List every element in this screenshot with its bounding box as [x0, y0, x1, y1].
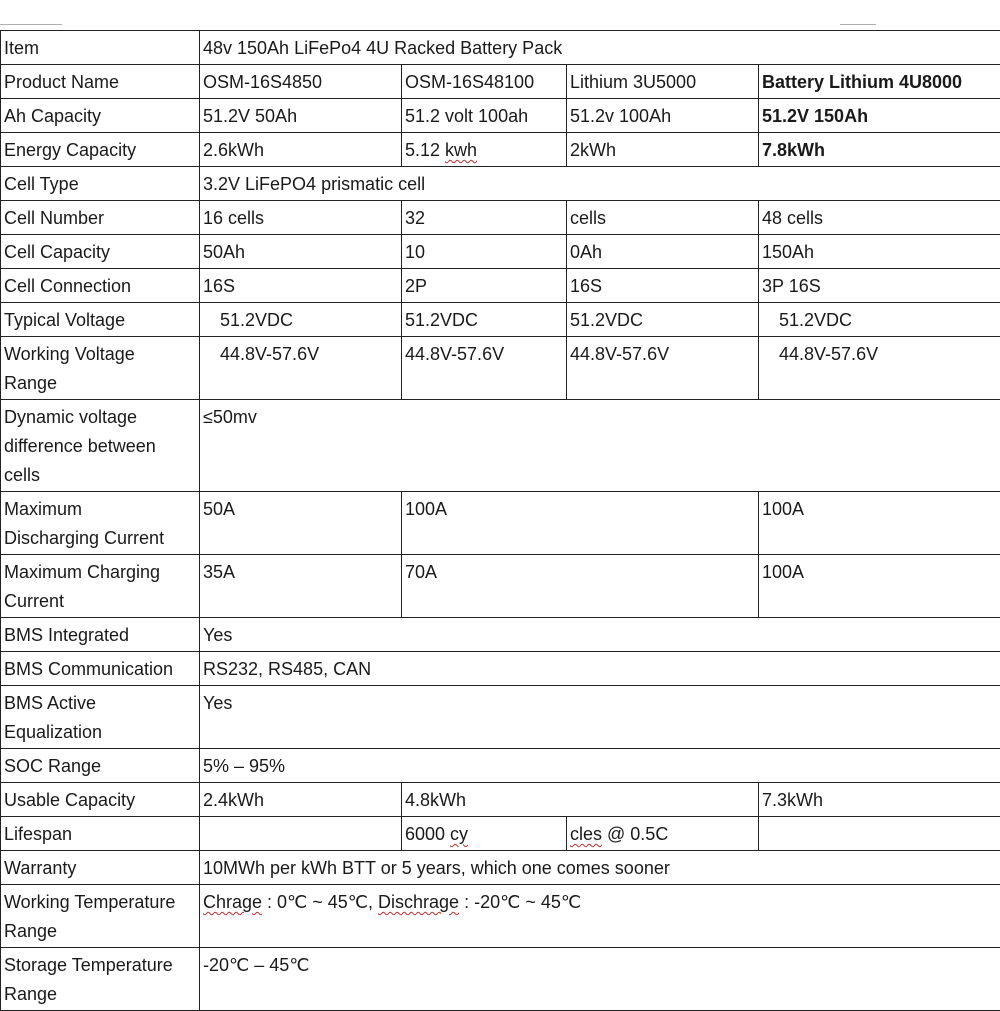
max-discharging-c1: 50A	[200, 492, 402, 555]
storage-temp-value: -20℃ – 45℃	[200, 948, 1000, 1011]
energy-capacity-c4: 7.8kWh	[759, 133, 1000, 167]
cell-capacity-c2: 10	[402, 235, 567, 269]
cell-number-c2: 32	[402, 201, 567, 235]
row-soc-range	[1, 749, 1000, 783]
battery-spec-table	[0, 30, 1000, 1011]
cell-type-label: Cell Type	[1, 167, 200, 201]
dynamic-voltage-value: ≤50mv	[200, 400, 1000, 492]
lifespan-c3-fragment: cles	[570, 824, 602, 844]
max-discharging-label-line1: Maximum	[4, 495, 197, 524]
warranty-value: 10MWh per kWh BTT or 5 years, which one comes sooner	[200, 851, 1000, 885]
warranty-label: Warranty	[1, 851, 200, 885]
working-voltage-c1: 44.8V-57.6V	[200, 337, 402, 400]
typical-voltage-c4: 51.2VDC	[759, 303, 1000, 337]
max-discharging-c3: 100A	[759, 492, 1000, 555]
typical-voltage-c3: 51.2VDC	[567, 303, 759, 337]
energy-capacity-c2	[402, 133, 567, 167]
max-charging-c2: 70A	[402, 555, 759, 618]
cell-connection-c1: 16S	[200, 269, 402, 303]
dynamic-voltage-label-line2: difference between	[4, 432, 197, 461]
storage-temp-label-line1: Storage Temperature	[4, 951, 197, 980]
usable-capacity-c3: 7.3kWh	[759, 783, 1000, 817]
usable-capacity-label: Usable Capacity	[1, 783, 200, 817]
ah-capacity-label: Ah Capacity	[1, 99, 200, 133]
product-name-c4: Battery Lithium 4U8000	[759, 65, 1000, 99]
working-temp-label-line2: Range	[4, 917, 197, 946]
top-mark-right	[840, 24, 876, 25]
working-temp-discharge-word: Dischrage	[378, 892, 459, 912]
lifespan-c2-number: 6000	[405, 824, 450, 844]
row-item	[1, 31, 1000, 65]
soc-range-value: 5% – 95%	[200, 749, 1000, 783]
max-charging-label-line2: Current	[4, 587, 197, 616]
ah-capacity-c2: 51.2 volt 100ah	[402, 99, 567, 133]
working-temp-charge-word: Chrage	[203, 892, 262, 912]
working-voltage-c2: 44.8V-57.6V	[402, 337, 567, 400]
row-cell-type	[1, 167, 1000, 201]
cell-capacity-c3: 0Ah	[567, 235, 759, 269]
cell-capacity-c1: 50Ah	[200, 235, 402, 269]
row-working-temp	[1, 885, 1000, 948]
max-charging-c3: 100A	[759, 555, 1000, 618]
working-voltage-c4: 44.8V-57.6V	[759, 337, 1000, 400]
lifespan-label: Lifespan	[1, 817, 200, 851]
item-value: 48v 150Ah LiFePo4 4U Racked Battery Pack	[200, 31, 1000, 65]
typical-voltage-c2: 51.2VDC	[402, 303, 567, 337]
row-bms-communication	[1, 652, 1000, 686]
working-temp-charge-range: : 0℃ ~ 45℃,	[262, 892, 378, 912]
product-name-c1: OSM-16S4850	[200, 65, 402, 99]
bms-communication-label: BMS Communication	[1, 652, 200, 686]
working-voltage-label-line2: Range	[4, 369, 197, 398]
lifespan-c2	[402, 817, 567, 851]
row-dynamic-voltage	[1, 400, 1000, 492]
row-energy-capacity	[1, 133, 1000, 167]
max-charging-label	[1, 555, 200, 618]
energy-capacity-c2-unit: kwh	[445, 140, 477, 160]
item-label: Item	[1, 31, 200, 65]
cell-connection-c2: 2P	[402, 269, 567, 303]
bms-integrated-label: BMS Integrated	[1, 618, 200, 652]
max-discharging-label-line2: Discharging Current	[4, 524, 197, 553]
row-cell-connection	[1, 269, 1000, 303]
top-mark-left	[0, 24, 62, 25]
row-max-charging	[1, 555, 1000, 618]
row-typical-voltage	[1, 303, 1000, 337]
row-product-name	[1, 65, 1000, 99]
working-voltage-label	[1, 337, 200, 400]
lifespan-c3	[567, 817, 759, 851]
dynamic-voltage-label-line3: cells	[4, 461, 197, 490]
dynamic-voltage-label-line1: Dynamic voltage	[4, 403, 197, 432]
energy-capacity-c1: 2.6kWh	[200, 133, 402, 167]
row-bms-active	[1, 686, 1000, 749]
row-warranty	[1, 851, 1000, 885]
row-working-voltage	[1, 337, 1000, 400]
bms-active-label-line2: Equalization	[4, 718, 197, 747]
row-ah-capacity	[1, 99, 1000, 133]
row-usable-capacity	[1, 783, 1000, 817]
energy-capacity-c3: 2kWh	[567, 133, 759, 167]
lifespan-c1	[200, 817, 402, 851]
cell-number-label: Cell Number	[1, 201, 200, 235]
bms-communication-value: RS232, RS485, CAN	[200, 652, 1000, 686]
row-bms-integrated	[1, 618, 1000, 652]
storage-temp-label-line2: Range	[4, 980, 197, 1009]
cell-type-value: 3.2V LiFePO4 prismatic cell	[200, 167, 1000, 201]
cell-capacity-label: Cell Capacity	[1, 235, 200, 269]
bms-active-label	[1, 686, 200, 749]
product-name-c3: Lithium 3U5000	[567, 65, 759, 99]
working-temp-value	[200, 885, 1000, 948]
cell-connection-c4: 3P 16S	[759, 269, 1000, 303]
max-discharging-label	[1, 492, 200, 555]
ah-capacity-c1: 51.2V 50Ah	[200, 99, 402, 133]
ah-capacity-c3: 51.2v 100Ah	[567, 99, 759, 133]
ah-capacity-c4: 51.2V 150Ah	[759, 99, 1000, 133]
typical-voltage-c1: 51.2VDC	[200, 303, 402, 337]
working-voltage-c3: 44.8V-57.6V	[567, 337, 759, 400]
row-max-discharging	[1, 492, 1000, 555]
cell-connection-label: Cell Connection	[1, 269, 200, 303]
lifespan-c3-rate: @ 0.5C	[602, 824, 668, 844]
max-charging-c1: 35A	[200, 555, 402, 618]
working-temp-label	[1, 885, 200, 948]
lifespan-c4	[759, 817, 1000, 851]
cell-number-c4: 48 cells	[759, 201, 1000, 235]
product-name-label: Product Name	[1, 65, 200, 99]
cell-connection-c3: 16S	[567, 269, 759, 303]
soc-range-label: SOC Range	[1, 749, 200, 783]
max-charging-label-line1: Maximum Charging	[4, 558, 197, 587]
energy-capacity-label: Energy Capacity	[1, 133, 200, 167]
usable-capacity-c2: 4.8kWh	[402, 783, 759, 817]
page-top-marks	[0, 0, 1000, 30]
storage-temp-label	[1, 948, 200, 1011]
working-temp-discharge-range: : -20℃ ~ 45℃	[459, 892, 581, 912]
usable-capacity-c1: 2.4kWh	[200, 783, 402, 817]
max-discharging-c2: 100A	[402, 492, 759, 555]
working-voltage-label-line1: Working Voltage	[4, 340, 197, 369]
cell-number-c3: cells	[567, 201, 759, 235]
typical-voltage-label: Typical Voltage	[1, 303, 200, 337]
cell-capacity-c4: 150Ah	[759, 235, 1000, 269]
working-temp-label-line1: Working Temperature	[4, 888, 197, 917]
product-name-c2: OSM-16S48100	[402, 65, 567, 99]
energy-capacity-c2-number: 5.12	[405, 140, 445, 160]
bms-active-value: Yes	[200, 686, 1000, 749]
dynamic-voltage-label	[1, 400, 200, 492]
row-cell-capacity	[1, 235, 1000, 269]
bms-integrated-value: Yes	[200, 618, 1000, 652]
row-lifespan	[1, 817, 1000, 851]
cell-number-c1: 16 cells	[200, 201, 402, 235]
lifespan-c2-fragment: cy	[450, 824, 468, 844]
row-cell-number	[1, 201, 1000, 235]
row-storage-temp	[1, 948, 1000, 1011]
bms-active-label-line1: BMS Active	[4, 689, 197, 718]
